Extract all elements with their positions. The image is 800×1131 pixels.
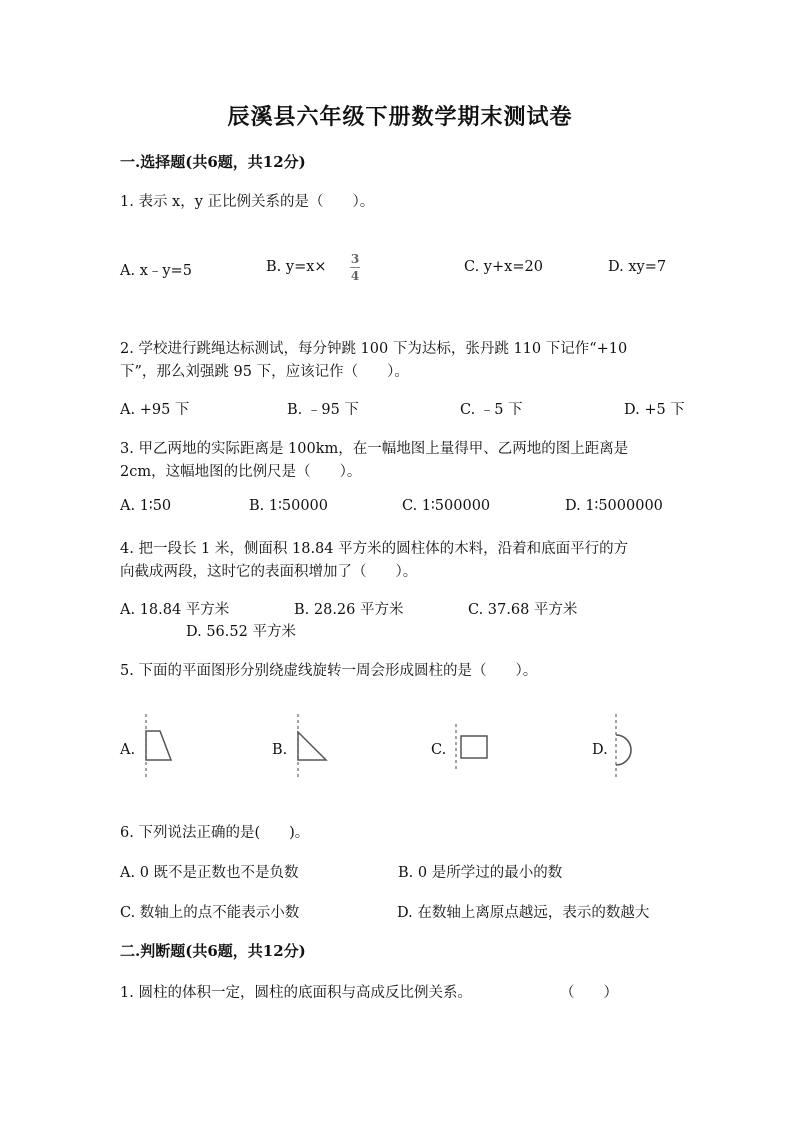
question-1-stem: 1. 表示 x，y 正比例关系的是（ ）。 (120, 194, 375, 210)
fraction-bar (350, 267, 360, 268)
q4-option-b: B. 28.26 平方米 (294, 602, 404, 618)
q3-option-d: D. 1∶5000000 (565, 498, 663, 514)
q1-option-c: C. y+x=20 (464, 259, 543, 275)
q5-figure-d-semicircle (608, 712, 644, 780)
question-3-stem-line1: 3. 甲乙两地的实际距离是 100km，在一幅地图上量得甲、乙两地的图上距离是 (120, 441, 629, 457)
q6-option-b: B. 0 是所学过的最小的数 (398, 865, 563, 881)
q1-option-a: A. x﹣y=5 (120, 263, 192, 279)
q5-figure-c-rectangle (450, 722, 492, 772)
q2-option-d: D. +5 下 (624, 402, 685, 418)
q3-option-b: B. 1∶50000 (249, 498, 328, 514)
question-6-stem: 6. 下列说法正确的是( )。 (120, 825, 310, 841)
question-4-stem-line1: 4. 把一段长 1 米，侧面积 18.84 平方米的圆柱体的木料，沿着和底面平行的方 (120, 541, 629, 557)
question-2-stem-line2: 下”，那么刘强跳 95 下，应该记作（ ）。 (120, 364, 409, 380)
q3-option-a: A. 1∶50 (120, 498, 172, 514)
q5-option-d: D. (592, 742, 608, 758)
q5-option-a: A. (120, 742, 136, 758)
q4-option-d: D. 56.52 平方米 (186, 624, 296, 640)
q1-option-d: D. xy=7 (608, 259, 667, 275)
q5-figure-a-trapezoid (138, 712, 178, 780)
question-4-stem-line2: 向截成两段，这时它的表面积增加了（ ）。 (120, 564, 418, 580)
question-2-stem-line1: 2. 学校进行跳绳达标测试，每分钟跳 100 下为达标，张丹跳 110 下记作“+10 (120, 341, 628, 357)
fraction-denominator: 4 (350, 269, 360, 283)
question-5-stem: 5. 下面的平面图形分别绕虚线旋转一周会形成圆柱的是（ ）。 (120, 663, 538, 679)
q3-option-c: C. 1∶500000 (402, 498, 491, 514)
section-heading-judgement: 二.判断题(共6题，共12分) (120, 942, 306, 960)
q2-option-c: C. ﹣5 下 (460, 402, 523, 418)
section-heading-choice: 一.选择题(共6题，共12分) (120, 153, 306, 171)
q5-option-b: B. (272, 742, 288, 758)
q2-option-a: A. +95 下 (120, 402, 190, 418)
q1-option-b: B. y=x× (266, 259, 327, 275)
fraction-numerator: 3 (350, 252, 360, 266)
q6-option-c: C. 数轴上的点不能表示小数 (120, 905, 300, 921)
q1-option-b-fraction (347, 252, 363, 283)
q4-option-a: A. 18.84 平方米 (120, 602, 230, 618)
q4-option-c: C. 37.68 平方米 (468, 602, 578, 618)
q5-option-c: C. (431, 742, 447, 758)
q5-figure-b-triangle (290, 712, 330, 780)
page-title: 辰溪县六年级下册数学期末测试卷 (227, 104, 573, 130)
question-3-stem-line2: 2cm，这幅地图的比例尺是（ ）。 (120, 464, 362, 480)
judgement-1-stem: 1. 圆柱的体积一定，圆柱的底面积与高成反比例关系。 (120, 985, 472, 1001)
judgement-1-answer-blank: （ ） (560, 985, 618, 1001)
q6-option-a: A. 0 既不是正数也不是负数 (120, 865, 299, 881)
q2-option-b: B. ﹣95 下 (287, 402, 359, 418)
q6-option-d: D. 在数轴上离原点越远，表示的数越大 (397, 905, 650, 921)
